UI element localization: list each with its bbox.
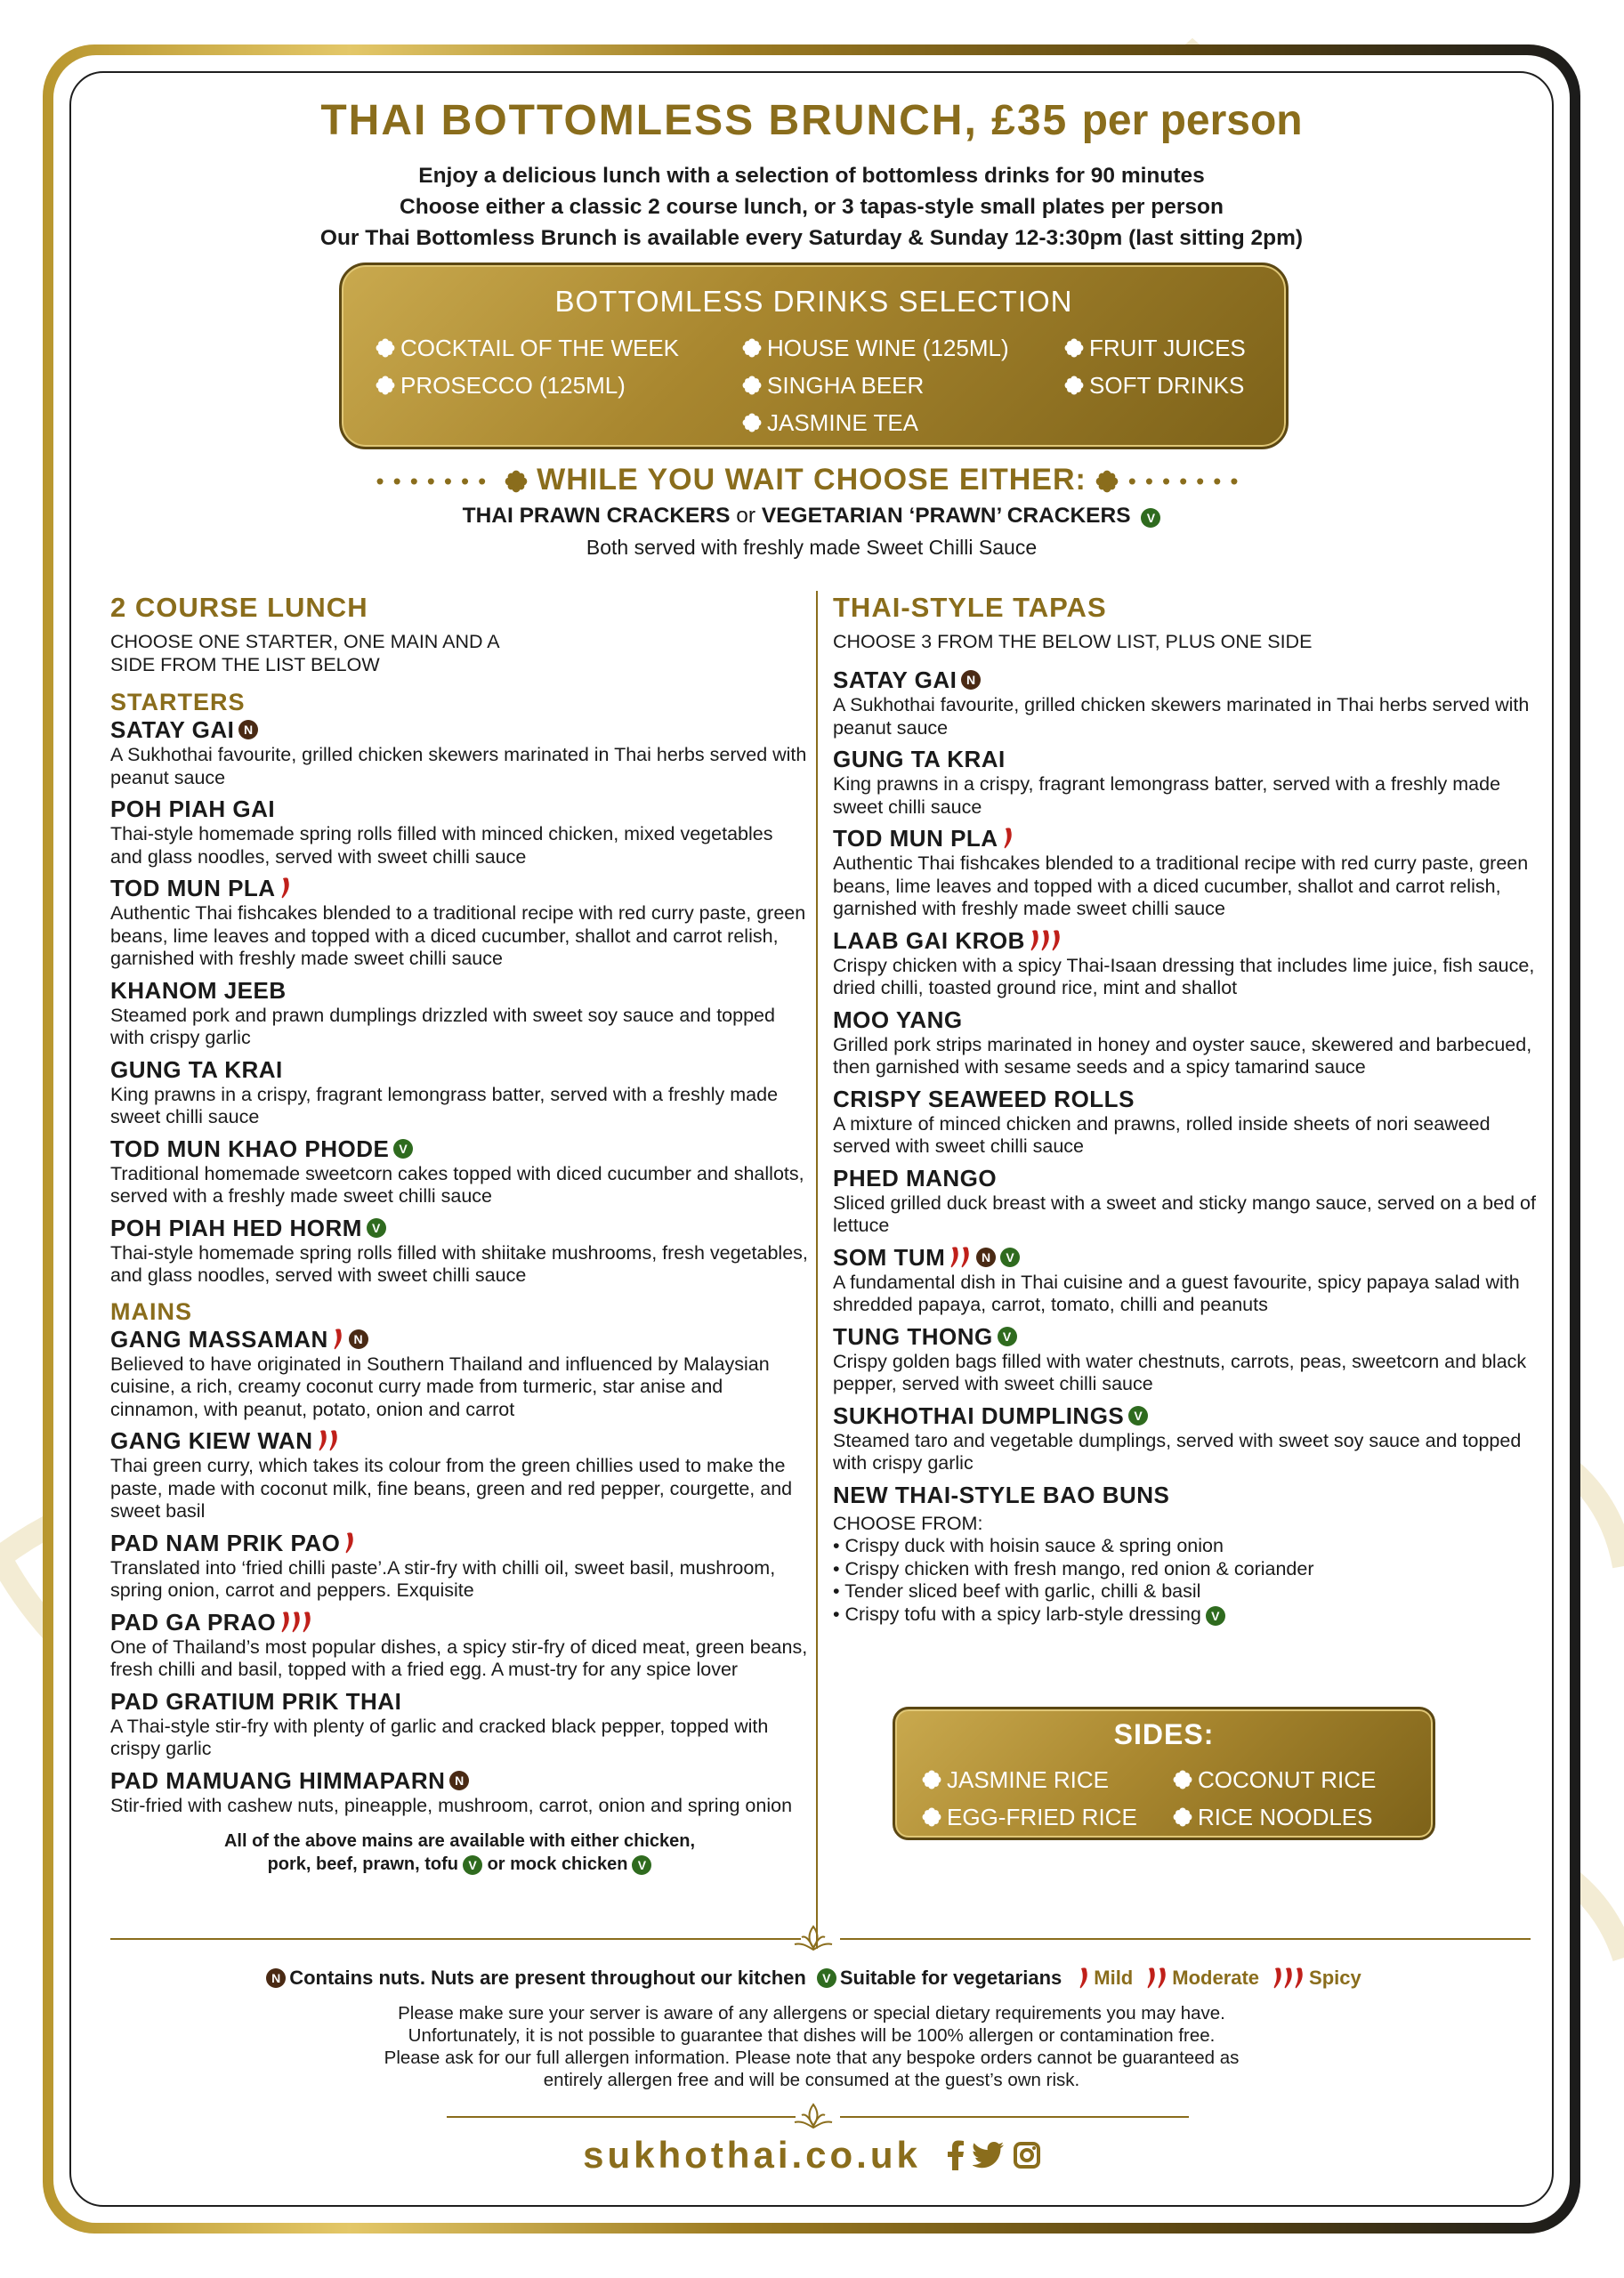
section-subtitle: CHOOSE 3 FROM THE BELOW LIST, PLUS ONE SIDE [833,631,1313,652]
starters-heading: STARTERS [110,689,246,715]
dish-item: NEW THAI-STYLE BAO BUNS CHOOSE FROM: • Crispy duck with hoisin sauce & spring onion • Crispy chicken with fresh mango, red onion & coriander • Tender sliced beef with garlic, chilli & basil • Crispy tofu with a spicy larb-style dressing V [833,1481,1545,1627]
intro-text: Enjoy a delicious lunch with a selection of bottomless drinks for 90 minutes Choose either a classic 2 course lunch, or 3 tapas-style small plates per person Our Thai Bottomless Brunch is available every Saturday & Sunday 12-3:30pm (last sitting 2pm) [319,164,1304,250]
twitter-icon[interactable] [973,2142,1005,2169]
drinks-item: PROSECCO (125ML) [376,367,679,404]
dish-item: GANG MASSAMAN N Believed to have originated in Southern Thailand and influenced by Malaysian cuisine, a rich, creamy coconut curry made from turmeric, star anise and cinnamon, with peanut, potato, onion and carrot [110,1325,770,1420]
two-course-section [110,591,809,1876]
social-links [948,2140,1040,2170]
nuts-icon: N [976,1248,996,1267]
column-divider [816,591,818,1949]
flower-icon [376,338,395,358]
drinks-item: FRUIT JUICES [1064,329,1246,367]
flower-icon [1173,1807,1192,1827]
chilli-mild-icon [1078,1967,1090,1990]
sides-panel [893,1707,1435,1840]
sides-column-2 [1173,1761,1376,1836]
vegetarian-icon: V [463,1855,482,1875]
section-title: THAI-STYLE TAPAS [833,592,1107,623]
footer-divider-right [840,2116,1189,2118]
dish-item: GUNG TA KRAI King prawns in a crispy, fragrant lemongrass batter, served with a freshly made sweet chilli sauce [833,746,1501,818]
drinks-title: BOTTOMLESS DRINKS SELECTION [554,285,1073,318]
dish-item: PHED MANGO Sliced grilled duck breast with a sweet and sticky mango sauce, served on a bed of lettuce [833,1164,1536,1236]
flower-icon [1064,376,1084,395]
drinks-column-3 [1064,329,1246,404]
dish-item: POH PIAH GAI Thai-style homemade spring rolls filled with minced chicken, mixed vegetables and glass noodles, served with sweet chilli sauce [110,796,773,868]
mains-protein-note: All of the above mains are available with either chicken, pork, beef, prawn, tofu V or mock chicken V [223,1831,696,1874]
bao-options: CHOOSE FROM: • Crispy duck with hoisin sauce & spring onion • Crispy chicken with fresh mango, red onion & coriander • Tender sliced beef with garlic, chilli & basil • Crispy tofu with a spicy larb-style dressing V [833,1512,1314,1625]
chilli-mild-icon [279,876,292,900]
vegetarian-icon: V [1206,1606,1225,1626]
nuts-icon: N [961,670,981,690]
vegetarian-icon: V [1000,1248,1020,1267]
vegetarian-icon: V [1141,508,1160,528]
flower-icon [1173,1770,1192,1789]
menu-page [69,71,1554,2207]
dish-item: KHANOM JEEB Steamed pork and prawn dumplings drizzled with sweet soy sauce and topped with crispy garlic [110,976,775,1048]
dish-item: TUNG THONG V Crispy golden bags filled with water chestnuts, carrots, peas, sweetcorn and black pepper, served with sweet chilli sauce [833,1322,1527,1394]
drinks-item: SINGHA BEER [742,367,1009,404]
dish-item: SUKHOTHAI DUMPLINGS V Steamed taro and vegetable dumplings, served with sweet soy sauce and topped with crispy garlic [833,1402,1522,1474]
chilli-mild-icon [1002,827,1014,850]
dish-item: GUNG TA KRAI King prawns in a crispy, fragrant lemongrass batter, served with a freshly made sweet chilli sauce [110,1055,779,1127]
drinks-item: COCKTAIL OF THE WEEK [376,329,679,367]
vegetarian-icon: V [998,1327,1017,1346]
side-item: JASMINE RICE [922,1761,1137,1798]
thai-emblem-icon [793,1925,834,1951]
dish-item: CRISPY SEAWEED ROLLS A mixture of minced chicken and prawns, rolled inside sheets of nori seaweed served with sweet chilli sauce [833,1085,1491,1157]
chilli-mild-icon [332,1328,344,1351]
chilli-mild-icon [343,1531,356,1555]
dish-item: SOM TUM N V A fundamental dish in Thai cuisine and a guest favourite, spicy papaya salad with shredded papaya, carrot, tomato, chilli and peanuts [833,1243,1520,1315]
vegetarian-icon: V [393,1139,413,1159]
side-item: COCONUT RICE [1173,1761,1376,1798]
dots-divider-left: ••••••• [376,467,496,495]
flower-icon [742,338,762,358]
divider-left [110,1938,801,1940]
divider-right [840,1938,1531,1940]
flower-icon [922,1770,941,1789]
mains-heading: MAINS [110,1297,192,1325]
crackers-sauce-note: Both served with freshly made Sweet Chilli Sauce [586,536,1038,559]
instagram-icon[interactable] [1014,2142,1040,2169]
flower-icon [1095,470,1119,493]
sides-title: SIDES: [1113,1718,1215,1750]
vegetarian-icon: V [632,1855,651,1875]
drinks-item: SOFT DRINKS [1064,367,1246,404]
chilli-spicy-icon [279,1611,313,1634]
tapas-section [833,591,1545,1631]
chilli-moderate-icon [949,1246,972,1269]
dish-item: GANG KIEW WAN Thai green curry, which takes its colour from the green chillies used to make the paste, made with coconut milk, fine beans, green and red pepper, courgette, and sweet basil [110,1427,793,1522]
thai-emblem-icon [793,2103,834,2129]
dish-item: PAD NAM PRIK PAO Translated into ‘fried chilli paste’.A stir-fry with chilli oil, sweet basil, mushroom, spring onion, carrot and peppers. Exquisite [110,1529,776,1601]
crackers-options: THAI PRAWN CRACKERS or VEGETARIAN ‘PRAWN’ CRACKERS V [69,504,1554,529]
chilli-moderate-icon [1145,1967,1168,1990]
vegetarian-icon: V [1128,1406,1148,1426]
dish-item: TOD MUN PLA Authentic Thai fishcakes blended to a traditional recipe with red curry paste, green beans, lime leaves and topped with a diced cucumber, shallot and carrot relish, garnished with freshly made sweet chilli sauce [833,825,1529,919]
allergen-notice: Please make sure your server is aware of any allergens or special dietary requirements you may have. Unfortunately, it is not possible to guarantee that dishes will be 100% allergen or contamination free. Please ask for our full allergen information. Please note that any bespoke orders cannot be guaranteed as entirely allergen free and will be consumed at the guest’s own risk. [384,2003,1240,2090]
flower-icon [1064,338,1084,358]
vegetarian-icon: V [367,1218,386,1238]
nuts-icon: N [449,1771,469,1790]
chilli-spicy-icon [1029,929,1062,952]
vegetarian-icon: V [817,1968,836,1988]
website-link[interactable]: sukhothai.co.uk [583,2134,921,2176]
dish-item: SATAY GAI N A Sukhothai favourite, grilled chicken skewers marinated in Thai herbs served with peanut sauce [110,716,807,788]
chilli-spicy-icon [1272,1967,1305,1990]
dish-item: POH PIAH HED HORM V Thai-style homemade spring rolls filled with shiitake mushrooms, fresh vegetables, and glass noodles, served with sweet chilli sauce [110,1214,808,1286]
nuts-icon: N [238,720,258,739]
side-item: RICE NOODLES [1173,1798,1376,1836]
dish-item: PAD GA PRAO One of Thailand’s most popular dishes, a spicy stir-fry of diced meat, green beans, fresh chilli and basil, topped with a fried egg. A must-try for any spice lover [110,1608,808,1680]
dish-item: SATAY GAI N A Sukhothai favourite, grilled chicken skewers marinated in Thai herbs served with peanut sauce [833,666,1530,739]
title-suffix: per person [1081,97,1303,144]
drinks-column-1 [376,329,679,404]
dots-divider-right: ••••••• [1127,467,1248,495]
flower-icon [505,470,528,493]
chilli-moderate-icon [317,1429,340,1452]
section-subtitle: CHOOSE ONE STARTER, ONE MAIN AND A SIDE FROM THE LIST BELOW [110,631,500,675]
nuts-icon: N [349,1329,368,1349]
flower-icon [922,1807,941,1827]
dish-item: LAAB GAI KROB Crispy chicken with a spicy Thai-Isaan dressing that includes lime juice, fish sauce, dried chilli, toasted ground rice, mint and shallot [833,926,1535,998]
flower-icon [742,376,762,395]
page-title: THAI BOTTOMLESS BRUNCH, £35 per person [320,97,1303,144]
flower-icon [376,376,395,395]
footer-divider-left [447,2116,796,2118]
section-title: 2 COURSE LUNCH [110,592,368,623]
drinks-panel [339,263,1289,449]
side-item: EGG-FRIED RICE [922,1798,1137,1836]
nuts-icon: N [266,1968,286,1988]
drinks-item: HOUSE WINE (125ML) [742,329,1009,367]
dietary-legend: N Contains nuts. Nuts are present throughout our kitchen V Suitable for vegetarians Mild Moderate Spicy [69,1967,1554,1990]
drinks-column-2 [742,329,1009,441]
while-you-wait-heading: ••••••• WHILE YOU WAIT CHOOSE EITHER: ••••••• [376,463,1248,497]
drinks-item: JASMINE TEA [742,404,1009,441]
dish-item: MOO YANG Grilled pork strips marinated in honey and oyster sauce, skewered and barbecued, then garnished with sesame seeds and a spicy tamarind sauce [833,1006,1532,1078]
dish-item: TOD MUN PLA Authentic Thai fishcakes blended to a traditional recipe with red curry paste, green beans, lime leaves and topped with a diced cucumber, shallot and carrot relish, garnished with freshly made sweet chilli sauce [110,875,806,969]
facebook-icon[interactable] [948,2140,964,2170]
dish-item: PAD GRATIUM PRIK THAI A Thai-style stir-fry with plenty of garlic and cracked black pepper, topped with crispy garlic [110,1687,769,1759]
flower-icon [742,413,762,432]
footer [69,2134,1554,2177]
dish-item: TOD MUN KHAO PHODE V Traditional homemade sweetcorn cakes topped with diced cucumber and shallots, served with a freshly made sweet chilli sauce [110,1135,804,1207]
sides-column-1 [922,1761,1137,1836]
dish-item: PAD MAMUANG HIMMAPARN N Stir-fried with cashew nuts, pineapple, mushroom, carrot, onion and spring onion [110,1766,793,1816]
